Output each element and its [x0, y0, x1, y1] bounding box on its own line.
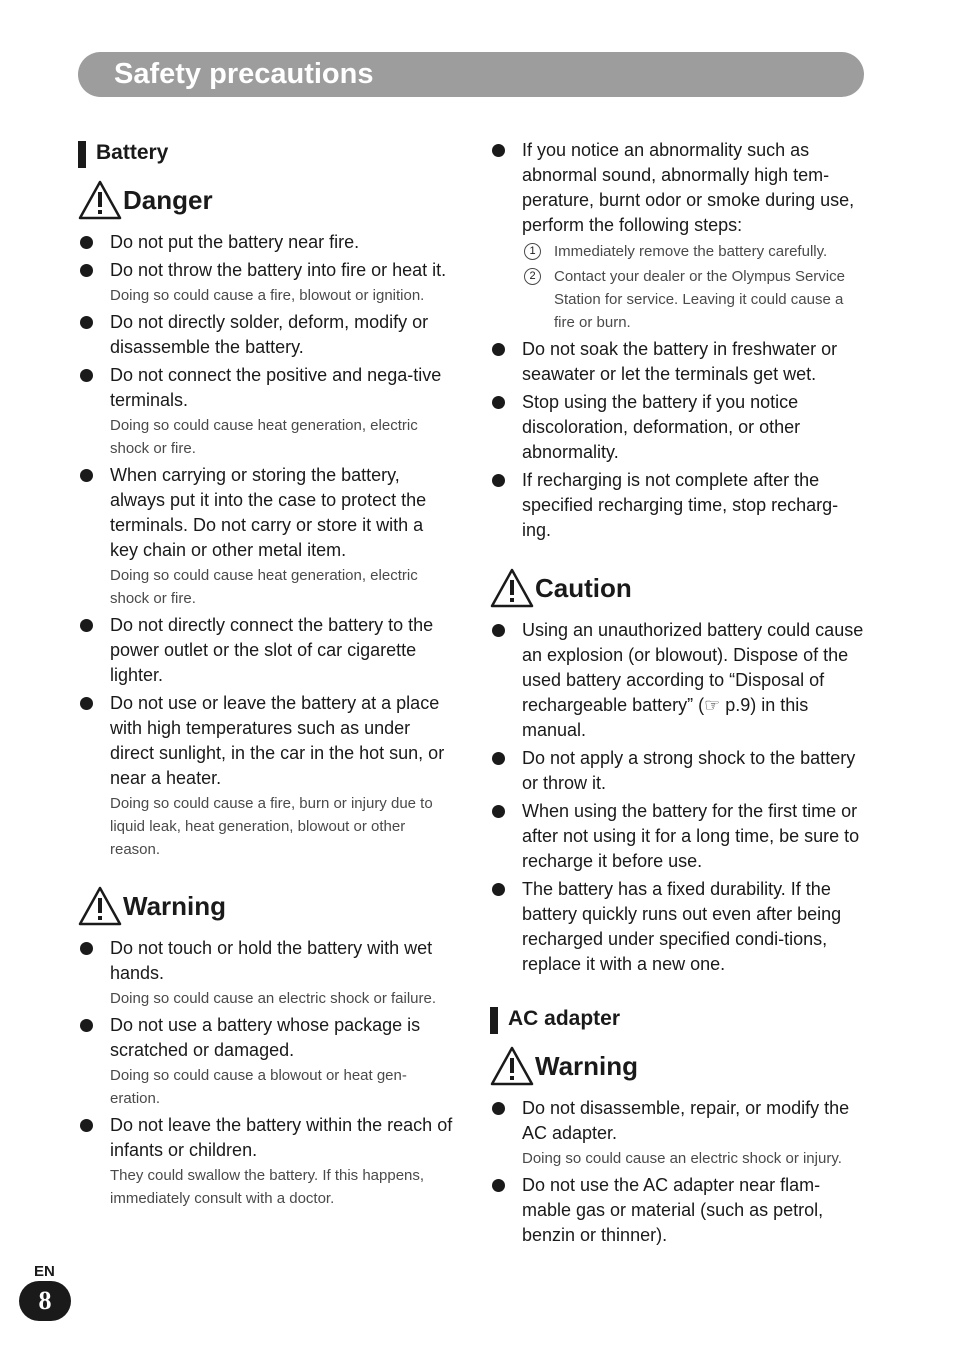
warning-label: Warning — [123, 891, 227, 921]
caution-label: Caution — [535, 573, 632, 603]
list-item: Do not soak the battery in freshwater or seawater or let the terminals get wet. — [490, 337, 866, 387]
list-item: When using the battery for the first time or after not using it for a long time, be sure to recharge it before use. — [490, 799, 866, 874]
list-item: Do not directly solder, deform, modify or disassemble the battery. — [78, 310, 454, 360]
bullet — [80, 369, 93, 382]
bullet — [492, 883, 505, 896]
list-item: Do not apply a strong shock to the battery or throw it. — [490, 746, 866, 796]
item-note: Doing so could cause an electric shock or injury. — [522, 1150, 842, 1167]
warning-triangle-icon — [490, 1046, 534, 1086]
bullet — [492, 396, 505, 409]
step-item: 2 Contact your dealer or the Olympus Service Station for service. Leaving it could cause a fire or burn. — [522, 265, 866, 334]
section-ac-adapter: AC adapter — [490, 1004, 866, 1034]
danger-list — [78, 230, 454, 861]
step-number-icon: 2 — [524, 268, 541, 285]
ac-warning-list — [490, 1096, 866, 1248]
left-column — [78, 138, 454, 1213]
bullet — [492, 474, 505, 487]
bullet — [492, 752, 505, 765]
list-item: Do not leave the battery within the reach of infants or children. They could swallow the battery. If this happens, immediately consult with a doctor. — [78, 1113, 454, 1210]
list-item: Do not put the battery near fire. — [78, 230, 454, 255]
page-title: Safety precautions — [114, 58, 374, 90]
section-marker — [490, 1007, 498, 1034]
bullet — [80, 1019, 93, 1032]
list-item: Do not use or leave the battery at a place with high temperatures such as under direct sunlight, in the car in the hot sun, or near a heater. Doing so could cause a fire, burn or injury due to liquid leak, heat generation, blowout or other reason. — [78, 691, 454, 861]
item-note: They could swallow the battery. If this happens, immediately consult with a doctor. — [110, 1167, 425, 1207]
list-item: Do not throw the battery into fire or heat it. Doing so could cause a fire, blowout or ignition. — [78, 258, 454, 307]
warning-list — [78, 936, 454, 1210]
list-item: Do not disassemble, repair, or modify the AC adapter. Doing so could cause an electric shock or injury. — [490, 1096, 866, 1170]
step-number-icon: 1 — [524, 243, 541, 260]
step-item: 1 Immediately remove the battery carefully. — [522, 240, 866, 263]
bullet — [80, 619, 93, 632]
bullet — [492, 343, 505, 356]
bullet — [492, 805, 505, 818]
list-item: The battery has a fixed durability. If the battery quickly runs out even after being recharged under specified condi-tions, replace it with a new one. — [490, 877, 866, 977]
section-marker — [78, 141, 86, 168]
caution-heading — [490, 568, 866, 608]
warning-triangle-icon — [78, 180, 122, 220]
list-item: Do not use a battery whose package is scratched or damaged. Doing so could cause a blowout or heat gen-eration. — [78, 1013, 454, 1110]
item-note: Doing so could cause a blowout or heat gen-eration. — [110, 1067, 407, 1107]
warning-heading — [78, 886, 454, 926]
bullet — [80, 697, 93, 710]
item-note: Doing so could cause a fire, blowout or ignition. — [110, 287, 425, 304]
danger-heading — [78, 180, 454, 220]
list-item: Do not connect the positive and nega-tive terminals. Doing so could cause heat generation, electric shock or fire. — [78, 363, 454, 460]
bullet — [80, 942, 93, 955]
item-note: Doing so could cause heat generation, electric shock or fire. — [110, 567, 418, 607]
warning-triangle-icon — [490, 568, 534, 608]
bullet — [492, 144, 505, 157]
bullet — [80, 1119, 93, 1132]
header-bar — [78, 52, 864, 97]
bullet — [492, 1179, 505, 1192]
caution-list — [490, 618, 866, 977]
list-item: Do not directly connect the battery to the power outlet or the slot of car cigarette lighter. — [78, 613, 454, 688]
warning-triangle-icon — [78, 886, 122, 926]
list-item: If recharging is not complete after the specified recharging time, stop recharg-ing. — [490, 468, 866, 543]
list-item: When carrying or storing the battery, always put it into the case to protect the terminals. Do not carry or store it with a key chain or other metal item. Doing so could cause heat generation, electric shock or fire. — [78, 463, 454, 610]
list-item: Do not use the AC adapter near flam-mable gas or material (such as petrol, benzin or thinner). — [490, 1173, 866, 1248]
bullet — [492, 1102, 505, 1115]
list-item: Stop using the battery if you notice discoloration, deformation, or other abnormality. — [490, 390, 866, 465]
bullet — [492, 624, 505, 637]
warning-label: Warning — [535, 1051, 639, 1081]
list-item: Do not touch or hold the battery with wet hands. Doing so could cause an electric shock or failure. — [78, 936, 454, 1010]
danger-label: Danger — [123, 185, 213, 215]
list-item: If you notice an abnormality such as abnormal sound, abnormally high tem-perature, burnt odor or smoke during use, perform the following steps: 1 Immediately remove the battery carefully. 2 Contact your dealer or the Olympus Service Station for service. Leaving it could cause a fire or burn. — [490, 138, 866, 334]
right-column — [490, 138, 866, 1251]
bullet — [80, 236, 93, 249]
language-label: EN — [34, 1263, 55, 1280]
section-battery: Battery — [78, 138, 454, 168]
list-item: Using an unauthorized battery could cause an explosion (or blowout). Dispose of the used battery according to “Disposal of rechargeable battery” (☞ p.9) in this manual. — [490, 618, 866, 743]
page-number: 8 — [19, 1281, 71, 1321]
bullet — [80, 469, 93, 482]
warning-heading — [490, 1046, 866, 1086]
bullet — [80, 264, 93, 277]
item-note: Doing so could cause heat generation, electric shock or fire. — [110, 417, 418, 457]
item-note: Doing so could cause a fire, burn or injury due to liquid leak, heat generation, blowout or other reason. — [110, 795, 433, 858]
bullet — [80, 316, 93, 329]
item-note: Doing so could cause an electric shock or failure. — [110, 990, 437, 1007]
